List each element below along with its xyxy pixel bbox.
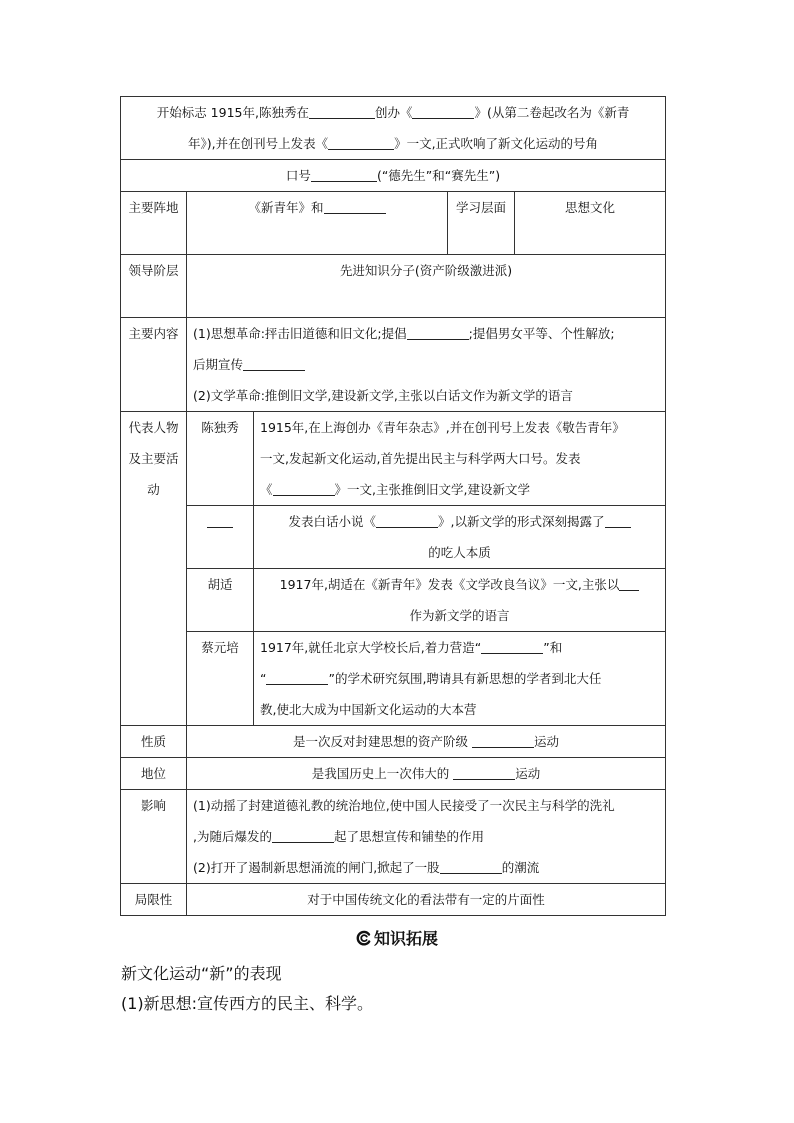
content-text-1a: (1)思想革命:抨击旧道德和旧文化;提倡 <box>193 326 407 341</box>
status-text-b: 运动 <box>515 766 541 781</box>
blank-input[interactable] <box>440 855 502 874</box>
impact-text-1: (1)动摇了封建道德礼教的统治地位,使中国人民接受了一次民主与科学的洗礼 <box>193 798 615 813</box>
base-content <box>187 192 448 255</box>
row-people-chen <box>121 412 666 506</box>
expand-heading: 新文化运动“新”的表现 <box>121 964 282 983</box>
impact-text-2b: 起了思想宣传和铺垫的作用 <box>333 829 484 844</box>
study-level-content: 思想文化 <box>515 192 666 255</box>
chen-text-3b: 》一文,主张推倒旧文学,建设新文学 <box>334 482 530 497</box>
cai-text-2a: “ <box>260 671 267 686</box>
hu-text-2: 作为新文学的语言 <box>409 608 510 623</box>
blank-input[interactable] <box>472 729 534 748</box>
row-people-cai <box>121 632 666 726</box>
chen-text-3a: 《 <box>260 482 273 497</box>
status-text-a: 是我国历史上一次伟大的 <box>311 766 450 781</box>
cai-activity <box>254 632 666 726</box>
impact-content <box>187 790 666 884</box>
swirl-c-icon <box>356 930 372 946</box>
impact-text-3b: 的潮流 <box>501 860 540 875</box>
impact-text-3a: (2)打开了遏制新思想涌流的闸门,掀起了一股 <box>193 860 440 875</box>
blank-input[interactable] <box>407 321 469 340</box>
slogan-label: 口号 <box>285 168 311 183</box>
lu-name-cell <box>187 506 254 569</box>
start-cell <box>121 97 666 160</box>
hu-name: 胡适 <box>187 569 254 632</box>
base-content-text: 《新青年》和 <box>248 200 324 215</box>
impact-text-2a: ,为随后爆发的 <box>193 829 272 844</box>
row-impact <box>121 790 666 884</box>
row-status <box>121 758 666 790</box>
chen-text-1: 1915年,在上海创办《青年杂志》,并在创刊号上发表《敬告青年》 <box>260 420 625 435</box>
leader-content: 先进知识分子(资产阶级激进派) <box>187 255 666 318</box>
row-content <box>121 318 666 412</box>
row-nature <box>121 726 666 758</box>
chen-name: 陈独秀 <box>187 412 254 506</box>
blank-input[interactable] <box>273 477 335 496</box>
status-content <box>187 758 666 790</box>
row-base <box>121 192 666 255</box>
base-label: 主要阵地 <box>121 192 187 255</box>
knowledge-table <box>120 96 666 916</box>
nature-content <box>187 726 666 758</box>
blank-input[interactable] <box>328 131 394 150</box>
cai-text-2b: ”的学术研究氛围,聘请具有新思想的学者到北大任 <box>328 671 602 686</box>
blank-input[interactable] <box>605 509 631 528</box>
cai-text-1b: ”和 <box>543 640 563 655</box>
section-title-text: 知识拓展 <box>373 929 438 948</box>
study-level-label: 学习层面 <box>448 192 515 255</box>
cai-text-3: 教,使北大成为中国新文化运动的大本营 <box>260 702 477 717</box>
hu-activity <box>254 569 666 632</box>
start-text-1: 开始标志 1915年,陈独秀在 <box>156 105 309 120</box>
content-label: 主要内容 <box>121 318 187 412</box>
row-people-hu <box>121 569 666 632</box>
blank-input[interactable] <box>453 761 515 780</box>
row-people-lu <box>121 506 666 569</box>
nature-label: 性质 <box>121 726 187 758</box>
cai-name: 蔡元培 <box>187 632 254 726</box>
cai-text-1a: 1917年,就任北京大学校长后,着力营造“ <box>260 640 482 655</box>
lu-text-1b: 》,以新文学的形式深刻揭露了 <box>438 514 605 529</box>
content-text-1b: ;提倡男女平等、个性解放; <box>468 326 615 341</box>
chen-activity <box>254 412 666 506</box>
blank-input[interactable] <box>376 509 438 528</box>
leader-label: 领导阶层 <box>121 255 187 318</box>
expand-point-1: (1)新思想:宣传西方的民主、科学。 <box>121 994 374 1013</box>
slogan-text: (“德先生”和“赛先生”) <box>376 168 501 183</box>
limit-label: 局限性 <box>121 884 187 916</box>
lu-text-1a: 发表白话小说《 <box>288 514 377 529</box>
content-text-2: (2)文学革命:推倒旧文学,建设新文学,主张以白话文作为新文学的语言 <box>193 388 573 403</box>
content-cell <box>187 318 666 412</box>
blank-input[interactable] <box>207 509 233 528</box>
blank-input[interactable] <box>481 635 543 654</box>
hu-text-1: 1917年,胡适在《新青年》发表《文学改良刍议》一文,主张以 <box>279 577 620 592</box>
lu-activity <box>254 506 666 569</box>
impact-label: 影响 <box>121 790 187 884</box>
start-text-3: 》(从第二卷起改名为《新青 <box>474 105 630 120</box>
chen-text-2: 一文,发起新文化运动,首先提出民主与科学两大口号。发表 <box>260 451 581 466</box>
row-limit <box>121 884 666 916</box>
nature-text-b: 运动 <box>534 734 560 749</box>
row-start <box>121 97 666 160</box>
start-text-4: 年》),并在创刊号上发表《 <box>187 136 329 151</box>
section-title <box>0 926 794 952</box>
limit-content: 对于中国传统文化的看法带有一定的片面性 <box>187 884 666 916</box>
row-slogan <box>121 160 666 192</box>
blank-input[interactable] <box>324 195 386 214</box>
start-text-2: 创办《 <box>374 105 413 120</box>
blank-input[interactable] <box>412 100 474 119</box>
content-text-1c: 后期宣传 <box>193 357 244 372</box>
lu-text-2: 的吃人本质 <box>428 545 491 560</box>
row-leader <box>121 255 666 318</box>
blank-input[interactable] <box>619 572 639 591</box>
start-text-5: 》一文,正式吹响了新文化运动的号角 <box>394 136 599 151</box>
blank-input[interactable] <box>266 666 328 685</box>
blank-input[interactable] <box>272 824 334 843</box>
nature-text-a: 是一次反对封建思想的资产阶级 <box>293 734 469 749</box>
blank-input[interactable] <box>243 352 305 371</box>
slogan-cell <box>121 160 666 192</box>
blank-input[interactable] <box>309 100 375 119</box>
people-label: 代表人物及主要活动 <box>121 412 187 726</box>
blank-input[interactable] <box>311 163 377 182</box>
status-label: 地位 <box>121 758 187 790</box>
